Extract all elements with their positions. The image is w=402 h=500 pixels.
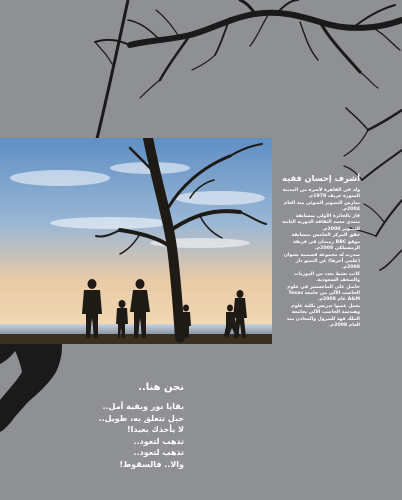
poem-line: والا.. فالسقوط! (119, 459, 184, 469)
tree-branch-top (95, 0, 402, 98)
bio-item: يمارس التصوير الضوئي منذ العام 2004م. (283, 200, 360, 213)
bio-list (282, 188, 360, 329)
poem-lines (98, 401, 184, 471)
poem-line: تذهب لتعود.. (133, 448, 184, 458)
bio-item: ولد في القاهرة لأسرة من المدينة المنورة خريف 1978م. (282, 188, 360, 200)
poem-line: لا يأخذك بعيدا! (126, 425, 184, 435)
bio-item: كاتب نشط بعدد من الدوريات والصحف السعودية. (294, 271, 360, 284)
poem-line: حبل تتعلق به، طويل.. (98, 413, 184, 423)
poem-line: تذهب لتعود.. (133, 436, 184, 446)
bio-item: يعمل عضوا تدريس بكلية علوم وهندسة الحاسب الآلي بجامعة الملك فهد للبترول والمعادن منذ العام 2008م. (286, 304, 360, 328)
bio-item: فاز بالجائزة الأولى بمسابقة منتدى معمد الثقافة الدورية الثانية للتصوير 2008م. (282, 213, 360, 232)
author-bio (282, 172, 360, 362)
bio-item: صدرت له مجموعة قصصية بعنوان (علمي أخرها) عن التمنو دار 2008م. (283, 252, 360, 271)
poem-title: نحن هنا.. (138, 382, 184, 393)
bio-item: حقق المركز الخامس بمسابقة موقع BBC رمضان في فريقة الرمسيلكي 2008م. (291, 233, 360, 251)
sunset-photo (0, 138, 272, 344)
author-name: أشرف إحسان فقيه (282, 173, 360, 183)
poem (98, 381, 184, 471)
bio-item: حاصل على الماجستير في علوم الحاسب الآلي من جامعة Texas A&M عام 2008م. (287, 284, 360, 303)
poem-line: بقايا نور وبقية أمل.. (102, 402, 184, 411)
